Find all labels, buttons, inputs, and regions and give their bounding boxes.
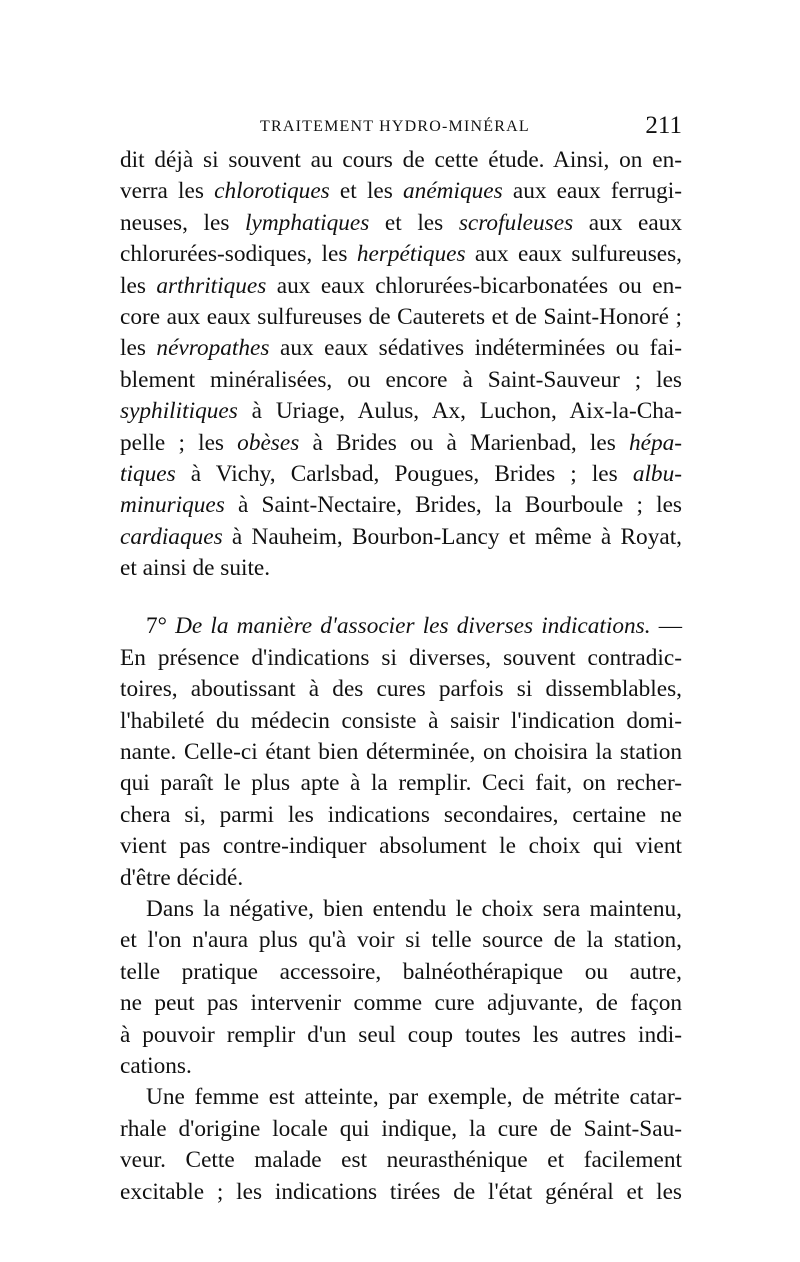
text-line: telle pratique accessoire, balnéothérapique ou autre, (120, 958, 682, 985)
text-line: chlorurées-sodiques, les herpétiques aux eaux sulfureuses, (120, 241, 682, 268)
text-line: ne peut pas intervenir comme cure adjuvante, de façon (120, 990, 682, 1017)
section-gap (120, 584, 682, 611)
running-title: TRAITEMENT HYDRO-MINÉRAL (260, 118, 530, 135)
text-line: neuses, les lymphatiques et les scrofuleuses aux eaux (120, 209, 682, 236)
text-line: cardiaques à Nauheim, Bourbon-Lancy et même à Royat, (120, 523, 682, 550)
text-line: pelle ; les obèses à Brides ou à Marienbad, les hépa- (120, 429, 683, 456)
text-line: vient pas contre-indiquer absolument le choix qui vient (120, 833, 682, 860)
text-line: d'être décidé. (120, 864, 244, 891)
text-line: toires, aboutissant à des cures parfois si dissemblables, (120, 676, 682, 703)
body-text (120, 145, 682, 1208)
text-line: les arthritiques aux eaux chlorurées-bicarbonatées ou en- (120, 272, 682, 299)
text-line: Dans la négative, bien entendu le choix sera maintenu, (146, 895, 682, 922)
text-line: syphilitiques à Uriage, Aulus, Ax, Luchon, Aix-la-Cha- (120, 398, 682, 425)
section-heading: 7° De la manière d'associer les diverses indications. — (146, 613, 682, 640)
text-line: les névropathes aux eaux sédatives indéterminées ou fai- (120, 335, 682, 362)
text-line: tiques à Vichy, Carlsbad, Pougues, Brides ; les albu- (120, 460, 682, 487)
text-line: verra les chlorotiques et les anémiques aux eaux ferrugi- (120, 178, 682, 205)
text-line: à pouvoir remplir d'un seul coup toutes les autres indi- (120, 1021, 682, 1048)
text-line: nante. Celle-ci étant bien déterminée, on choisira la station (120, 739, 682, 766)
text-line: En présence d'indications si diverses, souvent contradic- (120, 644, 682, 671)
text-line: Une femme est atteinte, par exemple, de métrite catar- (146, 1084, 682, 1111)
text-line: core aux eaux sulfureuses de Cauterets et de Saint-Honoré ; (120, 303, 682, 330)
text-line: rhale d'origine locale qui indique, la cure de Saint-Sau- (120, 1115, 682, 1142)
text-line: et l'on n'aura plus qu'à voir si telle source de la station, (120, 927, 682, 954)
text-line: veur. Cette malade est neurasthénique et facilement (120, 1147, 682, 1174)
text-line: qui paraît le plus apte à la remplir. Ceci fait, on recher- (120, 770, 682, 797)
text-line: blement minéralisées, ou encore à Saint-Sauveur ; les (120, 366, 682, 393)
text-line: excitable ; les indications tirées de l'état général et les (120, 1178, 682, 1205)
text-line: dit déjà si souvent au cours de cette étude. Ainsi, on en- (120, 147, 682, 173)
page-number: 211 (645, 112, 682, 139)
text-line: cations. (120, 1052, 192, 1079)
text-line: chera si, parmi les indications secondaires, certaine ne (120, 801, 682, 828)
text-line: et ainsi de suite. (120, 555, 271, 582)
text-line: l'habileté du médecin consiste à saisir l'indication domi- (120, 707, 682, 734)
running-head (120, 112, 682, 142)
text-line: minuriques à Saint-Nectaire, Brides, la Bourboule ; les (120, 492, 682, 519)
